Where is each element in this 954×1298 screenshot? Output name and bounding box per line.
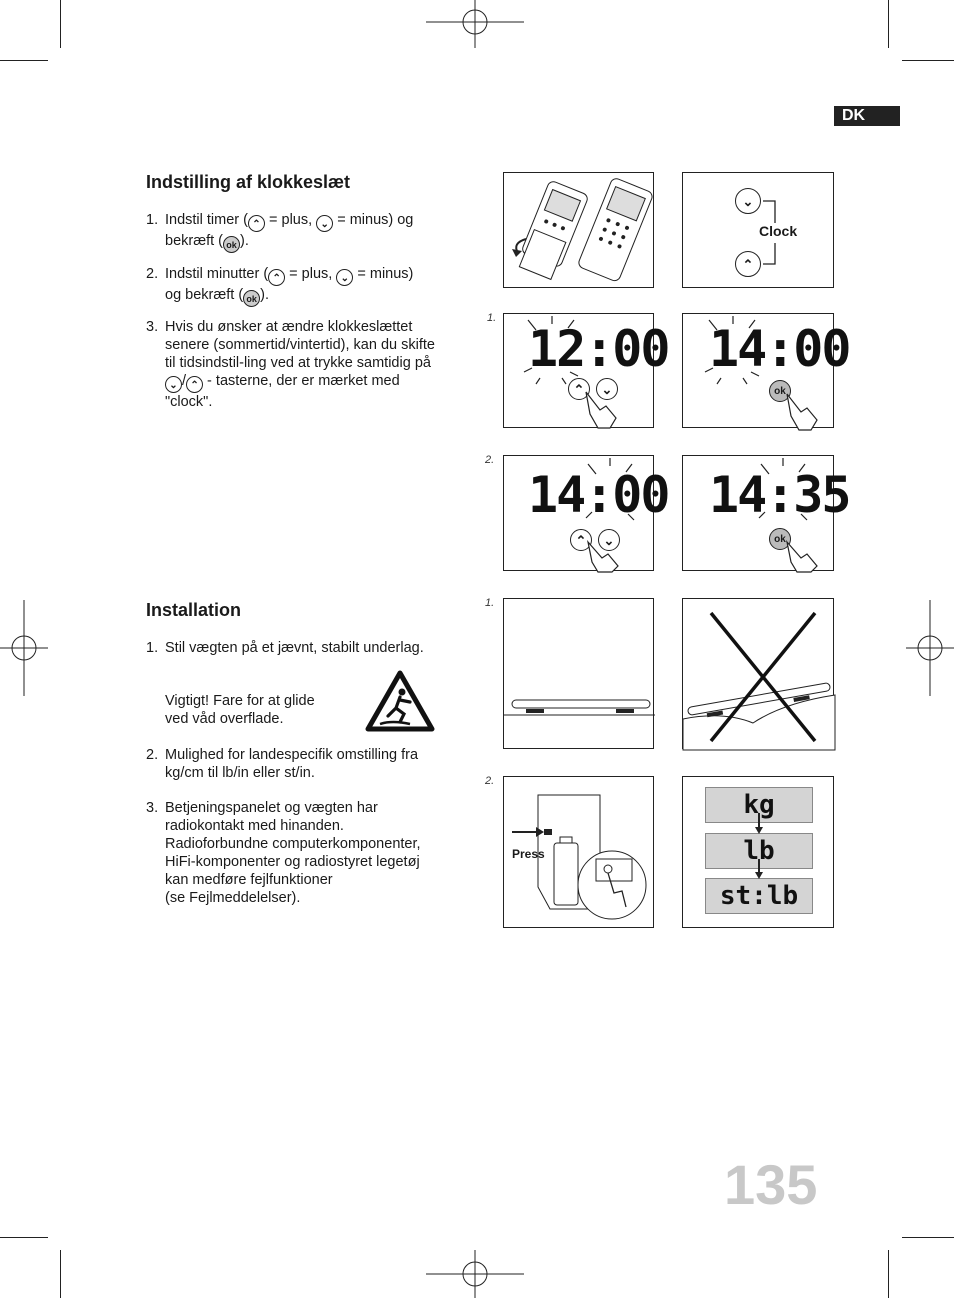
pointing-hand-icon bbox=[582, 388, 622, 430]
crop-mark bbox=[60, 1250, 61, 1298]
unit-kg-display: kg bbox=[705, 787, 813, 823]
ok-button-icon: ok bbox=[769, 528, 791, 550]
step-number: 3. bbox=[146, 319, 159, 335]
figure-step-number: 1. bbox=[485, 597, 495, 609]
step-text: = plus, bbox=[265, 212, 317, 228]
language-badge bbox=[834, 106, 900, 126]
chevron-up-icon: ⌃ bbox=[248, 215, 265, 232]
page-number: 135 bbox=[724, 1153, 818, 1216]
figure-remote-battery bbox=[503, 172, 654, 288]
chevron-up-icon: ⌃ bbox=[735, 251, 761, 277]
figure-set-hours bbox=[503, 313, 669, 428]
step-text: Indstil minutter ( bbox=[165, 266, 269, 282]
pointing-hand-icon bbox=[584, 538, 624, 572]
step-text: = plus, bbox=[285, 266, 337, 282]
step-text: Mulighed for landespecifik omstilling fra bbox=[165, 747, 419, 763]
blink-rays bbox=[582, 458, 642, 530]
installation-heading: Installation bbox=[146, 600, 242, 620]
step-text: / bbox=[182, 373, 187, 389]
unit-arrows bbox=[683, 777, 835, 929]
registration-mark-right bbox=[906, 600, 954, 696]
chevron-up-icon: ⌃ bbox=[568, 378, 590, 400]
registration-mark-top bbox=[426, 0, 524, 48]
lcd-display: 12:00 bbox=[528, 320, 669, 378]
step-text: Indstil timer ( bbox=[165, 212, 248, 228]
step-text: = minus) bbox=[353, 266, 414, 282]
chevron-down-icon: ⌄ bbox=[596, 378, 618, 400]
step-text: radiokontakt med hinanden. bbox=[165, 818, 344, 834]
warning-line: Vigtigt! Fare for at glide bbox=[165, 693, 315, 709]
figure-step-number: 2. bbox=[485, 454, 495, 466]
step-text: senere (sommertid/vintertid), kan du skifte bbox=[165, 337, 435, 353]
figure-press-unit-button bbox=[503, 776, 654, 928]
crop-mark bbox=[902, 1237, 954, 1238]
step-text: - tasterne, der er mærket med bbox=[203, 373, 400, 389]
crop-mark bbox=[902, 60, 954, 61]
blink-rays bbox=[522, 316, 582, 388]
step-text: Hvis du ønsker at ændre klokkeslættet bbox=[165, 319, 413, 335]
figure-set-minutes bbox=[503, 455, 669, 571]
chevron-down-icon: ⌄ bbox=[735, 188, 761, 214]
unit-lb-display: lb bbox=[705, 833, 813, 869]
step-text: Betjeningspanelet og vægten har bbox=[165, 800, 378, 816]
step-text: ). bbox=[240, 233, 249, 249]
registration-mark-left bbox=[0, 600, 48, 696]
step-text: ). bbox=[260, 287, 270, 303]
step-text: bekræft ( bbox=[165, 233, 224, 249]
remote-control-illustration bbox=[504, 173, 655, 289]
figure-scale-uneven-crossed bbox=[682, 598, 834, 749]
chevron-up-icon: ⌃ bbox=[268, 269, 285, 286]
lcd-display: 14:35 bbox=[709, 466, 850, 524]
chevron-down-icon: ⌄ bbox=[316, 215, 333, 232]
pointing-hand-icon bbox=[783, 390, 823, 430]
step-number: 3. bbox=[146, 800, 159, 816]
slip-warning-text bbox=[165, 692, 315, 728]
slip-hazard-icon bbox=[366, 670, 434, 732]
figure-confirm-hours bbox=[682, 313, 850, 428]
step-number: 2. bbox=[146, 266, 159, 282]
press-label: Press bbox=[512, 847, 545, 861]
step-text: Stil vægten på et jævnt, stabilt underlag. bbox=[165, 640, 424, 656]
unit-stlb-display: st:lb bbox=[705, 878, 813, 914]
figure-step-number: 2. bbox=[485, 775, 495, 787]
figure-clock-buttons bbox=[682, 172, 834, 288]
chevron-down-icon: ⌄ bbox=[165, 376, 182, 393]
crop-mark bbox=[888, 1250, 889, 1298]
figure-unit-cycle bbox=[682, 776, 834, 928]
step-text: "clock". bbox=[165, 394, 213, 410]
step-number: 1. bbox=[146, 640, 159, 656]
step-text: (se Fejlmeddelelser). bbox=[165, 890, 301, 906]
step-number: 2. bbox=[146, 747, 159, 763]
registration-mark-bottom bbox=[426, 1250, 524, 1298]
lcd-display: 14:00 bbox=[528, 466, 669, 524]
figure-step-number: 1. bbox=[487, 312, 497, 324]
figure-scale-flat bbox=[503, 598, 654, 749]
crop-mark bbox=[888, 0, 889, 48]
chevron-down-icon: ⌄ bbox=[336, 269, 353, 286]
chevron-up-icon: ⌃ bbox=[570, 529, 592, 551]
step-text: HiFi-komponenter og radiostyret legetøj bbox=[165, 854, 420, 870]
blink-rays bbox=[755, 458, 815, 530]
warning-line: ved våd overflade. bbox=[165, 711, 284, 727]
clock-label: Clock bbox=[759, 223, 798, 239]
step-text: = minus) og bbox=[333, 212, 414, 228]
crop-mark bbox=[60, 0, 61, 48]
chevron-down-icon: ⌄ bbox=[598, 529, 620, 551]
crop-mark bbox=[0, 60, 48, 61]
step-number: 1. bbox=[146, 212, 159, 228]
chevron-up-icon: ⌃ bbox=[186, 376, 203, 393]
ok-icon: ok bbox=[223, 236, 240, 253]
step-text: kan medføre fejlfunktioner bbox=[165, 872, 333, 888]
step-text: Radioforbundne computerkomponenter, bbox=[165, 836, 421, 852]
clock-section-heading: Indstilling af klokkeslæt bbox=[146, 172, 351, 192]
step-text: og bekræft ( bbox=[165, 287, 244, 303]
ok-button-icon: ok bbox=[769, 380, 791, 402]
scale-uneven-illustration bbox=[683, 599, 835, 750]
blink-rays bbox=[703, 316, 763, 388]
pointing-hand-icon bbox=[783, 538, 823, 572]
lcd-display: 14:00 bbox=[709, 320, 850, 378]
ok-icon: ok bbox=[243, 290, 260, 307]
step-text: til tidsindstil-ling ved at trykke samtidig på bbox=[165, 355, 431, 371]
step-text: kg/cm til lb/in eller st/in. bbox=[165, 765, 315, 781]
scale-flat-illustration bbox=[504, 599, 655, 750]
crop-mark bbox=[0, 1237, 48, 1238]
figure-confirm-minutes bbox=[682, 455, 850, 571]
language-badge-label: DK bbox=[842, 107, 866, 124]
